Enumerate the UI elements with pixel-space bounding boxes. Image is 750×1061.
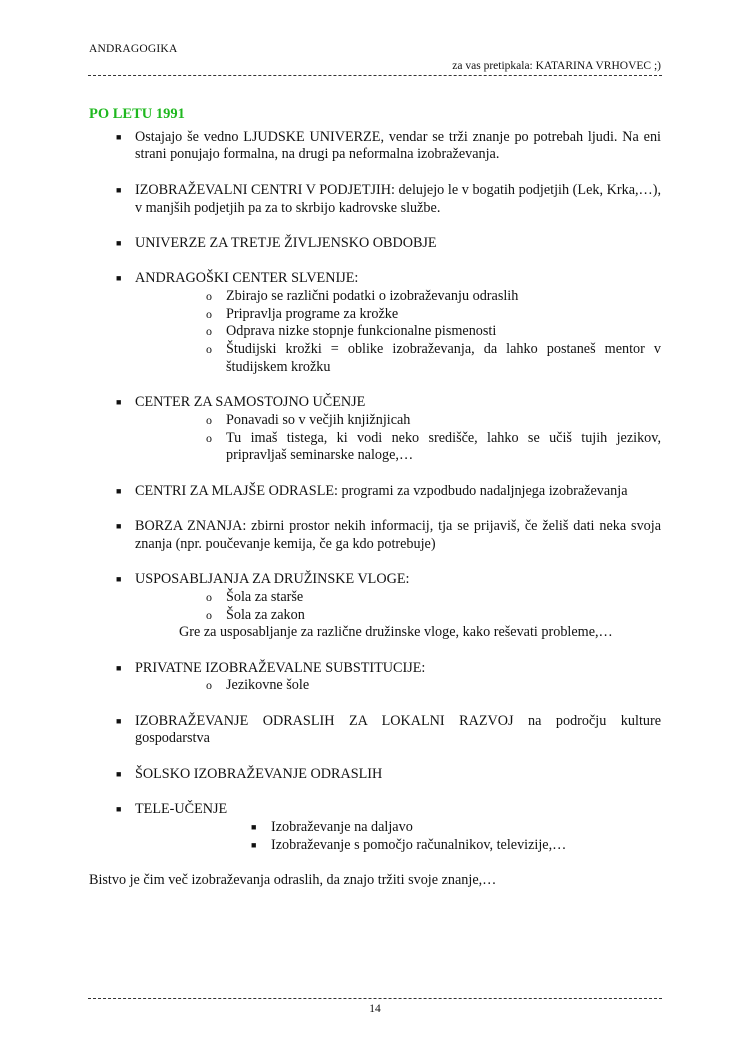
sub-sub-list-item [135,837,661,855]
list-item-text: CENTRI ZA MLAJŠE ODRASLE: programi za vzpodbudo nadaljnjega izobraževanja [135,482,628,499]
sub-list-item-text: Študijski krožki = oblike izobraževanja, da lahko postaneš mentor v študijskem krožku [226,341,661,375]
sub-list-item-text: Zbirajo se različni podatki o izobraževanju odraslih [226,287,519,304]
sub-list-item [135,430,661,465]
sub-list-item-text: Jezikovne šole [226,677,310,694]
sub-list-item-text: Šola za zakon [226,606,305,623]
sub-list-item-text: Odprava nizke stopnje funkcionalne pismenosti [226,323,497,340]
square-bullet-icon: ■ [116,521,122,532]
sub-list-item [135,306,661,324]
list-item-text: PRIVATNE IZOBRAŽEVALNE SUBSTITUCIJE: [135,659,426,676]
list-item [89,801,661,854]
list-item-text: IZOBRAŽEVANJE ODRASLIH ZA LOKALNI RAZVOJ na področju kulture gospodarstva [135,712,661,747]
sub-sub-list-item [135,819,661,837]
sub-list-item-text: Pripravlja programe za krožke [226,305,399,322]
list-item-text: CENTER ZA SAMOSTOJNO UČENJE [135,394,366,411]
list-item [89,129,661,164]
sub-list-item [135,323,661,341]
sub-list-item [135,589,661,607]
circle-bullet-icon: o [206,607,212,622]
header-title: ANDRAGOGIKA [89,43,178,55]
list-item-text: UNIVERZE ZA TRETJE ŽIVLJENSKO OBDOBJE [135,234,437,251]
circle-bullet-icon: o [206,589,212,604]
square-bullet-icon: ■ [116,485,122,496]
sub-list-item [135,288,661,306]
sub-list-item-text: Ponavadi so v večjih knjižnjicah [226,411,411,428]
circle-bullet-icon: o [206,306,212,321]
sub-list-item [135,341,661,376]
square-bullet-icon: ■ [116,184,122,195]
sub-sub-list-item-text: Izobraževanje s pomočjo računalnikov, televizije,… [271,836,567,853]
circle-bullet-icon: o [206,324,212,339]
square-bullet-icon: ■ [116,574,122,585]
circle-bullet-icon: o [206,430,212,445]
sub-list-item [135,607,661,625]
list-item [89,270,661,376]
list-item-text: IZOBRAŽEVALNI CENTRI V PODJETJIH: delujejo le v bogatih podjetjih (Lek, Krka,…), v manjših podjetjih pa za to skrbijo kadrovske službe. [135,181,661,216]
square-bullet-icon: ■ [116,397,122,408]
sub-list-item [135,677,661,695]
sub-list-item [135,412,661,430]
list-item-note: Gre za usposabljanje za različne družinske vloge, kako reševati probleme,… [179,624,613,641]
list-item [89,713,661,748]
square-bullet-icon: ■ [116,804,122,815]
circle-bullet-icon: o [206,288,212,303]
list-item [89,235,661,253]
square-bullet-icon: ■ [251,821,257,832]
header-divider [88,75,662,76]
circle-bullet-icon: o [206,678,212,693]
list-item-text: ŠOLSKO IZOBRAŽEVANJE ODRASLIH [135,765,383,782]
square-bullet-icon: ■ [116,237,122,248]
square-bullet-icon: ■ [116,131,122,142]
list-item [89,660,661,695]
square-bullet-icon: ■ [116,768,122,779]
list-item-text: Ostajajo še vedno LJUDSKE UNIVERZE, vendar se trži znanje po potrebah ljudi. Na eni strani ponujajo formalna, na drugi pa neformalna izobraževanja. [135,128,661,163]
sub-sub-list-item-text: Izobraževanje na daljavo [271,818,413,835]
square-bullet-icon: ■ [116,715,122,726]
list-item [89,571,661,642]
sub-list-item-text: Tu imaš tistega, ki vodi neko središče, lahko se učiš tujih jezikov, pripravljaš seminarske naloge,… [226,429,661,464]
sub-list-item-text: Šola za starše [226,588,304,605]
square-bullet-icon: ■ [116,273,122,284]
header-author: za vas pretipkala: KATARINA VRHOVEC ;) [452,60,661,72]
square-bullet-icon: ■ [116,662,122,673]
list-item-text: ANDRAGOŠKI CENTER SLVENIJE: [135,270,359,287]
list-item-text: BORZA ZNANJA: zbirni prostor nekih informacij, tja se prijaviš, če želiš dati neka svoja znanja (npr. poučevanje kemija, če ga kdo potrebuje) [135,518,661,552]
list-item [89,518,661,553]
page-number: 14 [369,1003,381,1015]
document-body [89,106,661,890]
closing-paragraph: Bistvo je čim več izobraževanja odraslih, da znajo tržiti svoje znanje,… [89,872,497,889]
list-item [89,394,661,465]
list-item [89,182,661,217]
square-bullet-icon: ■ [251,839,257,850]
list-item-text: TELE-UČENJE [135,801,228,818]
section-heading: PO LETU 1991 [89,106,185,122]
circle-bullet-icon: o [206,412,212,427]
list-item [89,483,661,501]
footer-divider [88,998,662,999]
circle-bullet-icon: o [206,342,212,357]
list-item-text: USPOSABLJANJA ZA DRUŽINSKE VLOGE: [135,571,410,588]
list-item [89,766,661,784]
bullet-list [89,129,661,855]
